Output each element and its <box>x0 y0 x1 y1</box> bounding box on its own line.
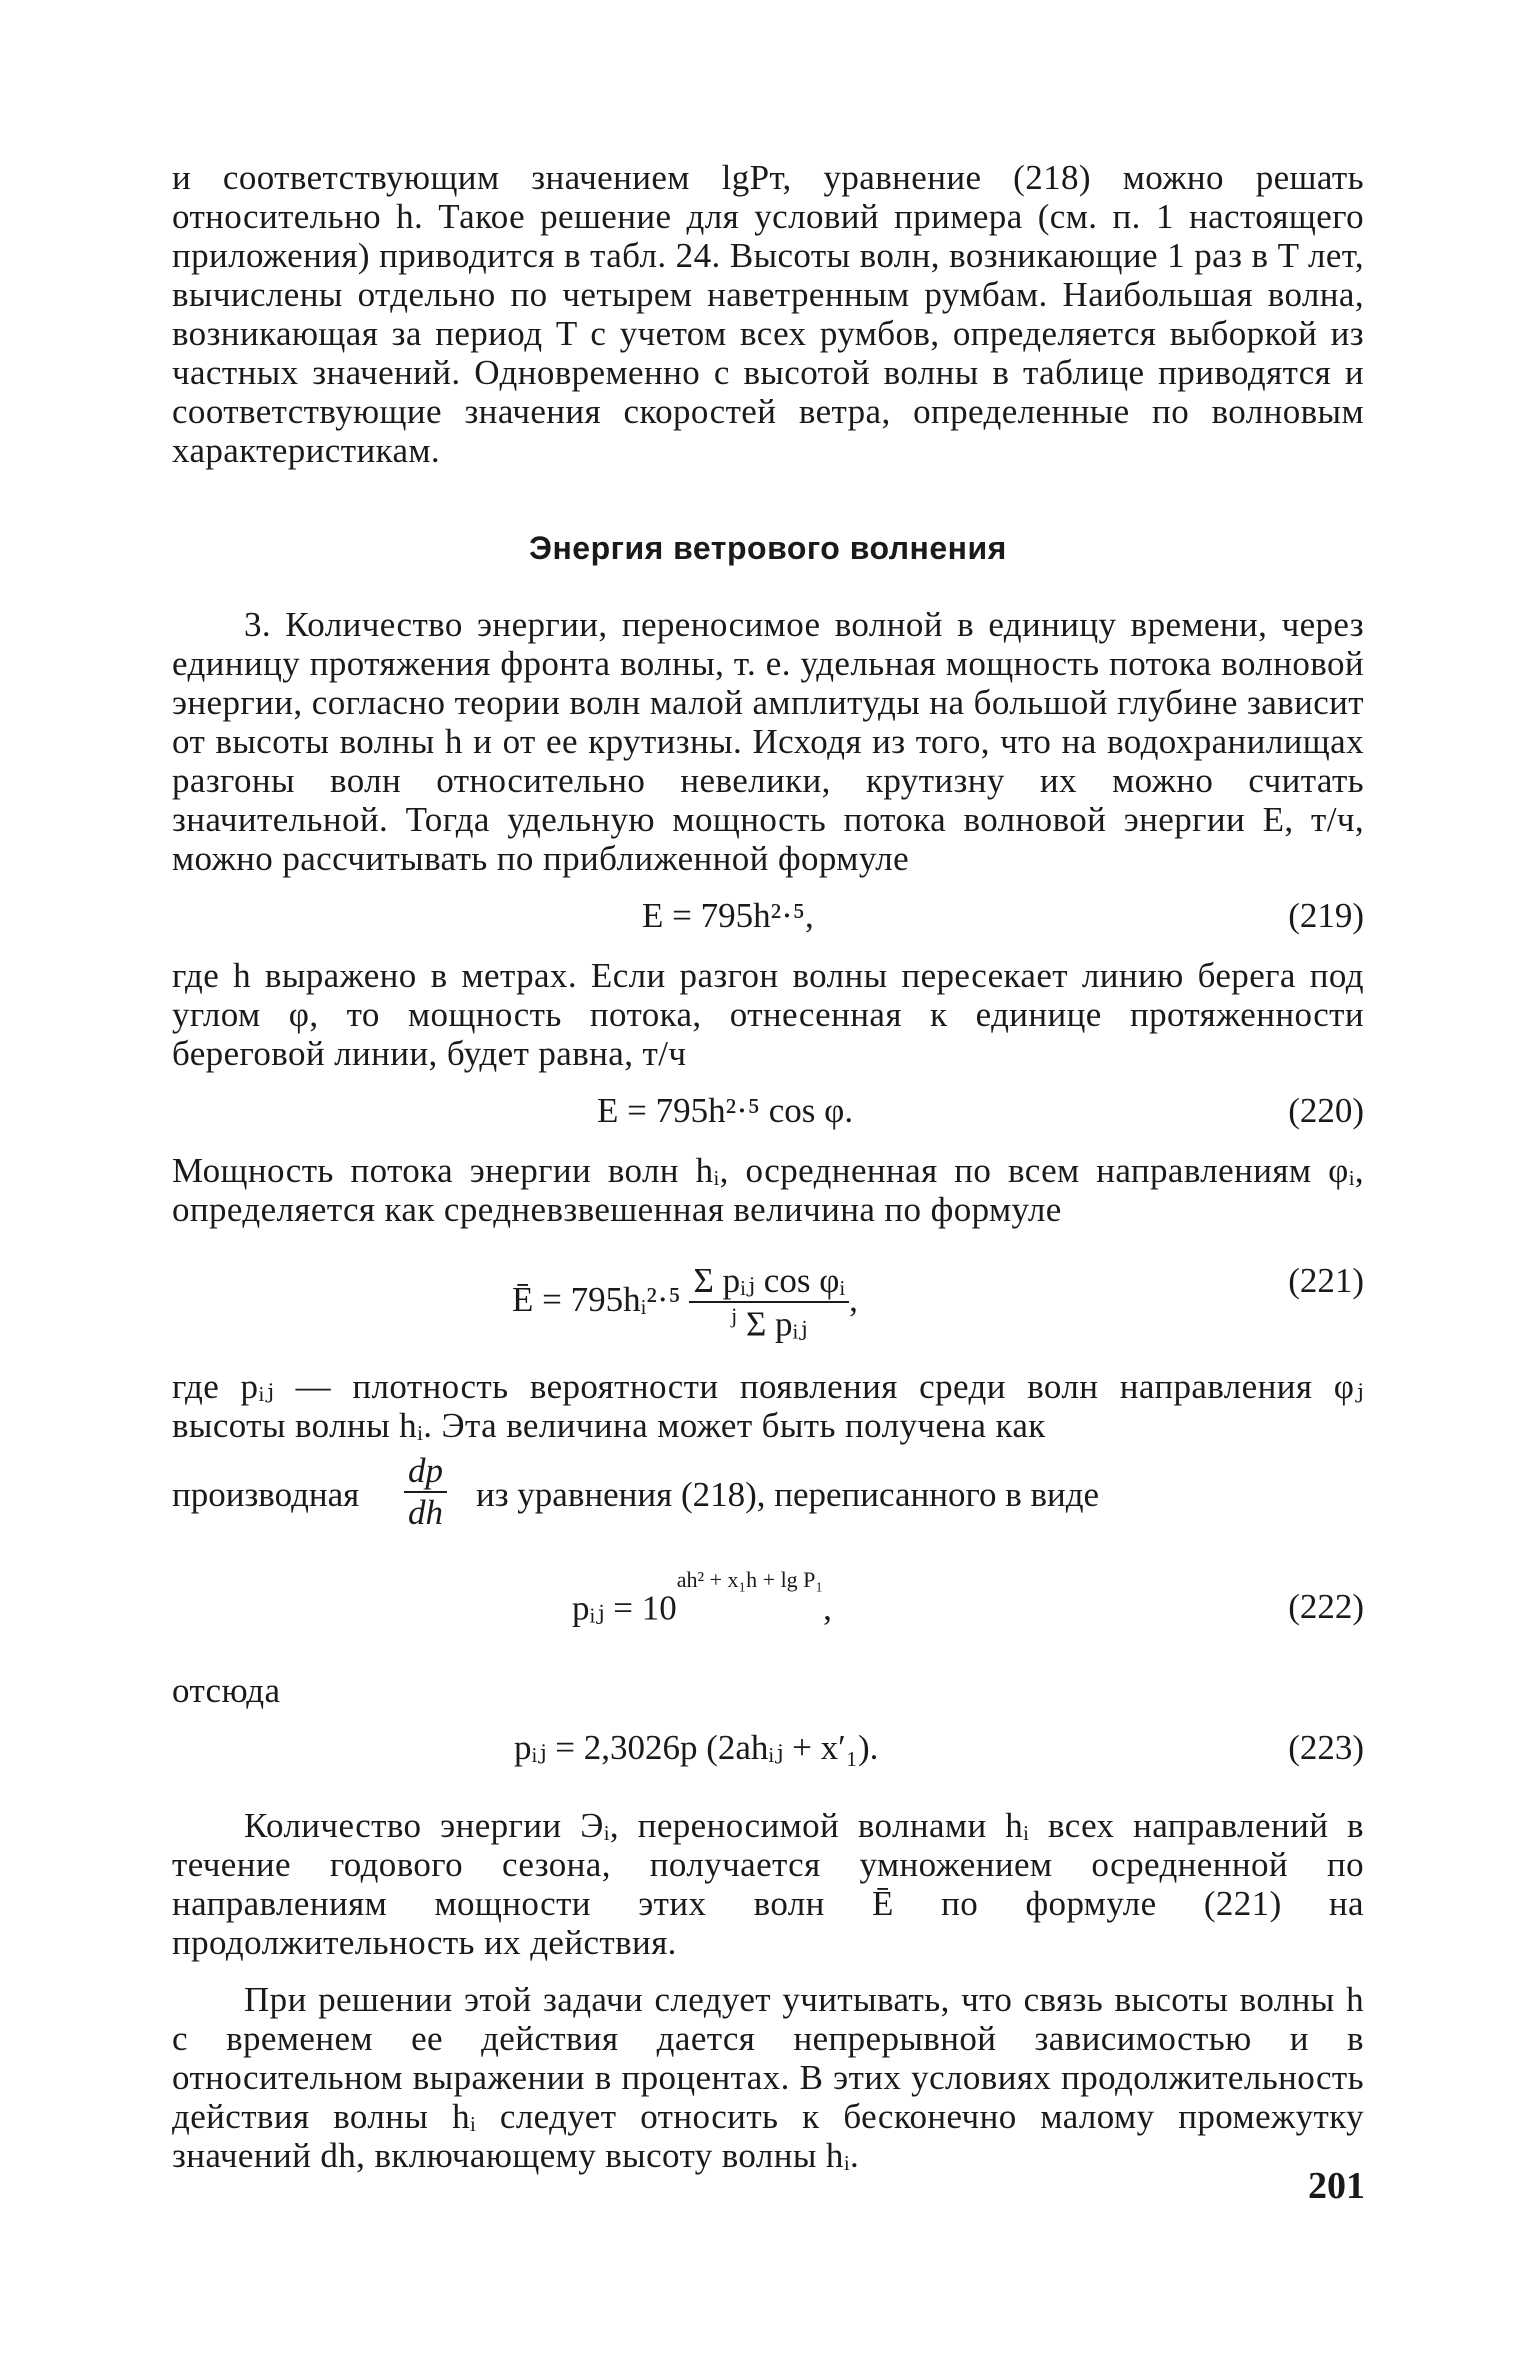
formula-221-fraction <box>689 1261 849 1345</box>
paragraph-1: и соответствующим значением lgPт, уравнение (218) можно решать относительно h. Такое решение для условий примера (см. п. 1 настоящего приложения) приводится в табл. 24. Высоты волн, возникающие 1 раз в T лет, вычислены отдельно по четырем наветренным румбам. Наибольшая волна, возникающая за период T с учетом всех румбов, определяется выборкой из частных значений. Одновременно с высотой волны в таблице приводятся и соответствующие значения скоростей ветра, определенные по волновым характеристикам. <box>172 158 1364 470</box>
formula-219-number: (219) <box>1288 896 1364 935</box>
paragraph-3: где h выражено в метрах. Если разгон волны пересекает линию берега под углом φ, то мощность потока, отнесенная к единице протяженности береговой линии, будет равна, т/ч <box>172 956 1364 1073</box>
formula-220-expr: E = 795h²·⁵ cos φ. <box>597 1091 854 1130</box>
paragraph-8: При решении этой задачи следует учитывать, что связь высоты волны h с временем ее действия дается непрерывной зависимостью и в относительном выражении в процентах. В этих условиях продолжительность действия волны hᵢ следует относить к бесконечно малому промежутку значений dh, включающему высоту волны hᵢ. <box>172 1980 1364 2175</box>
formula-221-upper: j <box>731 1303 738 1328</box>
formula-220 <box>172 1083 1364 1141</box>
page-number: 201 <box>1308 2165 1365 2207</box>
formula-223-number: (223) <box>1288 1728 1364 1767</box>
paragraph-2: 3. Количество энергии, переносимое волной в единицу времени, через единицу протяжения фронта волны, т. е. удельная мощность потока волновой энергии, согласно теории волн малой амплитуды на большой глубине зависит от высоты волны h и от ее крутизны. Исходя из того, что на водохранилищах разгоны волн относительно невелики, крутизну их можно считать значительной. Тогда удельную мощность потока волновой энергии E, т/ч, можно рассчитывать по приближенной формуле <box>172 605 1364 878</box>
formula-222: pᵢⱼ = $10^{ah^2 + x_1h + lg P_1}$, (222) <box>572 1567 1364 1628</box>
formula-221-number: (221) <box>1288 1261 1364 1300</box>
formula-223 <box>172 1720 1364 1778</box>
paragraph-6: отсюда <box>172 1671 281 1710</box>
formula-222-number: (222) <box>1288 1587 1364 1626</box>
formula-223-expr: pᵢⱼ = 2,3026p (2ahᵢⱼ + x′₁). <box>514 1728 879 1767</box>
page-body <box>172 158 1364 2175</box>
derivative-tail: из уравнения (218), переписанного в виде <box>476 1475 1100 1514</box>
formula-221-denominator: Σ pᵢⱼ <box>745 1304 808 1344</box>
formula-221-numerator: Σ pᵢⱼ cos φᵢ <box>689 1261 849 1303</box>
formula-221: Ē = 795hᵢ²·⁵ $\frac{\text{Σ pᵢⱼ cos φᵢ}}{^j \Sigma pᵢⱼ}$ , (221) <box>512 1261 1364 1344</box>
formula-220-number: (220) <box>1288 1091 1364 1130</box>
section-heading: Энергия ветрового волнения <box>529 530 1007 566</box>
derivative-line <box>172 1445 1364 1533</box>
formula-219-expr: E = 795h²·⁵, <box>642 896 814 935</box>
paragraph-4: Мощность потока энергии волн hᵢ, осредненная по всем направлениям φᵢ, определяется как средневзвешенная величина по формуле <box>172 1151 1364 1229</box>
formula-222-exponent: ah² + x₁h + lg P₁ <box>676 1567 824 1592</box>
paragraph-5: где pᵢⱼ — плотность вероятности появления среди волн направления φⱼ высоты волны hᵢ. Эта величина может быть получена как <box>172 1367 1364 1445</box>
derivative-numerator: dp <box>404 1451 447 1493</box>
derivative-word: производная <box>172 1475 360 1514</box>
derivative-denominator: dh <box>408 1493 443 1532</box>
formula-221-lhs: Ē = 795hᵢ²·⁵ <box>512 1279 681 1319</box>
derivative-fraction <box>404 1451 447 1533</box>
formula-222-lhs: pᵢⱼ = 10 <box>572 1588 677 1628</box>
paragraph-7: Количество энергии Эᵢ, переносимой волнами hᵢ всех направлений в течение годового сезона, получается умножением осредненной по направлениям мощности этих волн Ē по формуле (221) на продолжительность их действия. <box>172 1806 1364 1962</box>
formula-219 <box>172 888 1364 946</box>
